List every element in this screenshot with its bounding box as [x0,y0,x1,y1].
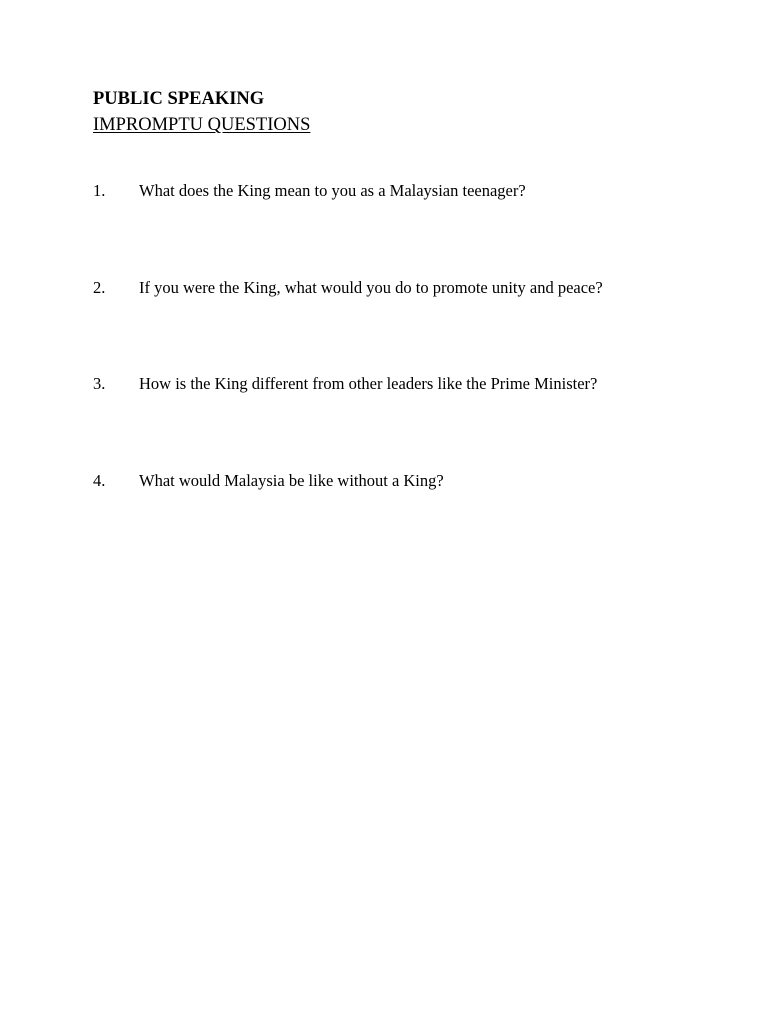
question-number: 2. [93,278,106,297]
document-subtitle: IMPROMPTU QUESTIONS [93,115,311,135]
question-text: How is the King different from other leaders like the Prime Minister? [139,374,598,393]
question-number: 3. [93,374,106,393]
document-title: PUBLIC SPEAKING [93,89,265,109]
question-text: If you were the King, what would you do to promote unity and peace? [139,278,603,297]
question-text: What would Malaysia be like without a King? [139,471,444,490]
question-text: What does the King mean to you as a Malaysian teenager? [139,181,526,200]
question-number: 4. [93,471,106,490]
question-number: 1. [93,181,106,200]
